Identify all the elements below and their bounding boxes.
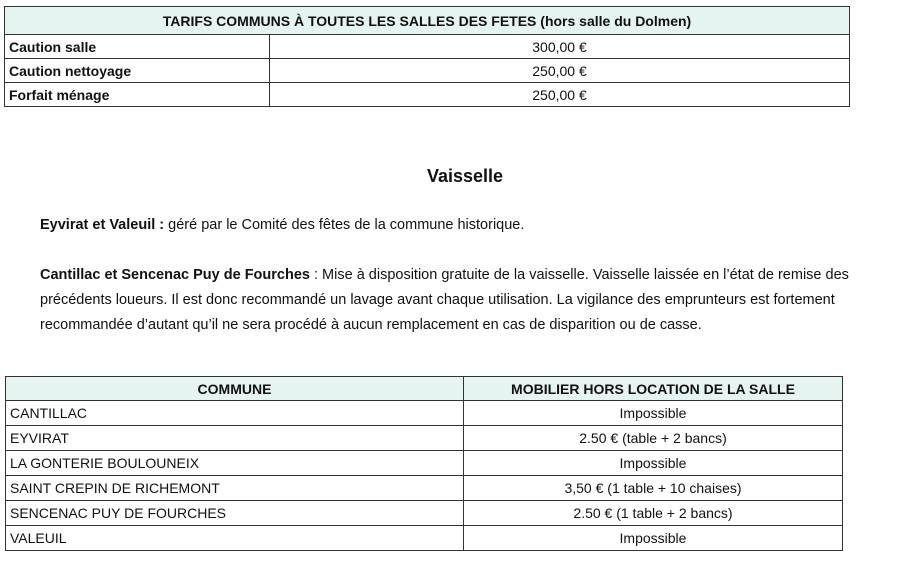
commune-cell: CANTILLAC <box>6 401 464 426</box>
mobilier-cell: 3,50 € (1 table + 10 chaises) <box>464 476 843 501</box>
commune-cell: LA GONTERIE BOULOUNEIX <box>6 451 464 476</box>
paragraph-text: géré par le Comité des fêtes de la commune historique. <box>164 217 525 233</box>
tarif-label: Caution salle <box>5 35 270 59</box>
paragraph-lead: Eyvirat et Valeuil : <box>40 217 165 233</box>
tarif-value: 300,00 € <box>270 35 850 59</box>
paragraph-eyvirat-valeuil <box>40 213 890 238</box>
tarif-label: Forfait ménage <box>5 83 270 107</box>
mobilier-cell: Impossible <box>464 526 843 551</box>
mobilier-header-row <box>6 377 843 401</box>
mobilier-cell: 2.50 € (1 table + 2 bancs) <box>464 501 843 526</box>
mobilier-cell: 2.50 € (table + 2 bancs) <box>464 426 843 451</box>
table-row <box>6 501 843 526</box>
table-row <box>6 526 843 551</box>
tarifs-table <box>4 6 850 107</box>
table-row <box>6 451 843 476</box>
commune-cell: SAINT CREPIN DE RICHEMONT <box>6 476 464 501</box>
mobilier-cell: Impossible <box>464 401 843 426</box>
tarif-value: 250,00 € <box>270 59 850 83</box>
paragraph-text: : Mise à disposition gratuite de la vaisselle. Vaisselle laissée en l’état de remise des précédents loueurs. Il est donc recommandé un lavage avant chaque utilisation. La vigilance des emprunteurs est fortement recommandée d’autant qu’il ne sera procédé à aucun remplacement en cas de disparition ou de casse. <box>40 267 849 333</box>
commune-cell: EYVIRAT <box>6 426 464 451</box>
mobilier-cell: Impossible <box>464 451 843 476</box>
tarifs-header: TARIFS COMMUNS À TOUTES LES SALLES DES FETES (hors salle du Dolmen) <box>5 7 850 35</box>
paragraph-cantillac-sencenac <box>40 263 890 338</box>
paragraph-lead: Cantillac et Sencenac Puy de Fourches <box>40 267 310 283</box>
table-row <box>6 426 843 451</box>
tarif-value: 250,00 € <box>270 83 850 107</box>
tarifs-row <box>5 35 850 59</box>
tarifs-row <box>5 83 850 107</box>
tarifs-header-row <box>5 7 850 35</box>
column-header-mobilier: MOBILIER HORS LOCATION DE LA SALLE <box>464 377 843 401</box>
commune-cell: SENCENAC PUY DE FOURCHES <box>6 501 464 526</box>
section-title: Vaisselle <box>426 166 504 186</box>
mobilier-table <box>5 376 843 551</box>
tarif-label: Caution nettoyage <box>5 59 270 83</box>
table-row <box>6 401 843 426</box>
tarifs-row <box>5 59 850 83</box>
table-row <box>6 476 843 501</box>
commune-cell: VALEUIL <box>6 526 464 551</box>
column-header-commune: COMMUNE <box>6 377 464 401</box>
